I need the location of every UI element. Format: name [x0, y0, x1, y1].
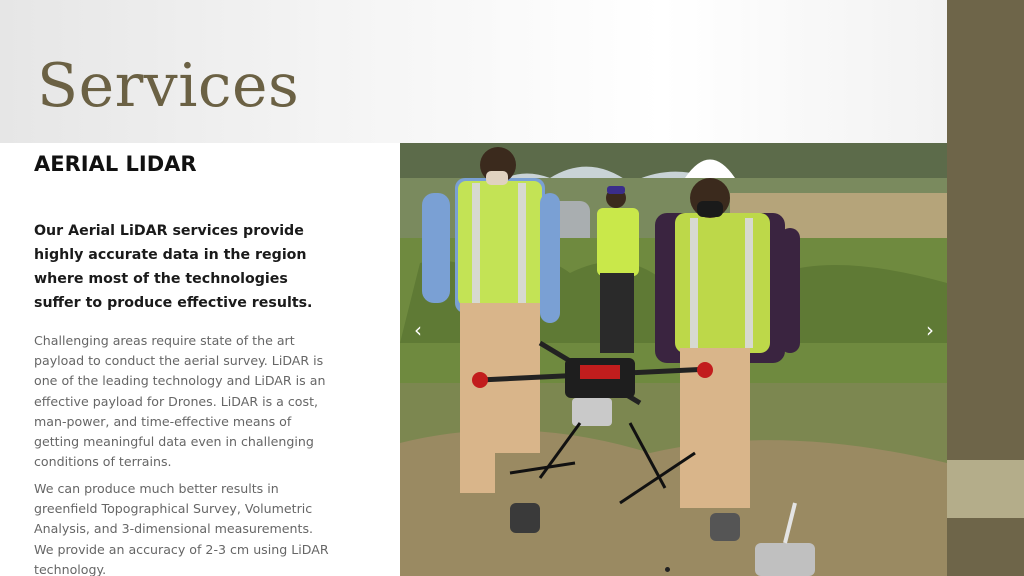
- service-paragraph-2: We can produce much better results in greenfield Topographical Survey, Volumetric Analysis, and 3-dimensional measurements. We provide an accuracy of 2-3 cm using LiDAR technology.: [34, 481, 329, 576]
- slider-indicator-dot[interactable]: [665, 567, 670, 572]
- service-lead: Our Aerial LiDAR services provide highly accurate data in the region where most of the technologies suffer to produce effective results.: [34, 223, 313, 311]
- decorative-side-accent: [947, 460, 1024, 518]
- page-title: Services: [37, 51, 300, 121]
- lidar-drone-photo: [400, 143, 947, 576]
- title-band: [0, 0, 947, 143]
- photo-slider[interactable]: [400, 143, 947, 576]
- service-description: [0, 143, 400, 576]
- slider-next-button[interactable]: ›: [926, 318, 934, 342]
- service-paragraph-1: Challenging areas require state of the art payload to conduct the aerial survey. LiDAR is one of the leading technology and LiDAR is an effective payload for Drones. LiDAR is a cost, man-power, and time-effective means of getting meaningful data even in challenging conditions of terrains.: [34, 333, 326, 470]
- slider-prev-button[interactable]: ‹: [414, 318, 422, 342]
- service-heading: AERIAL LIDAR: [34, 152, 197, 176]
